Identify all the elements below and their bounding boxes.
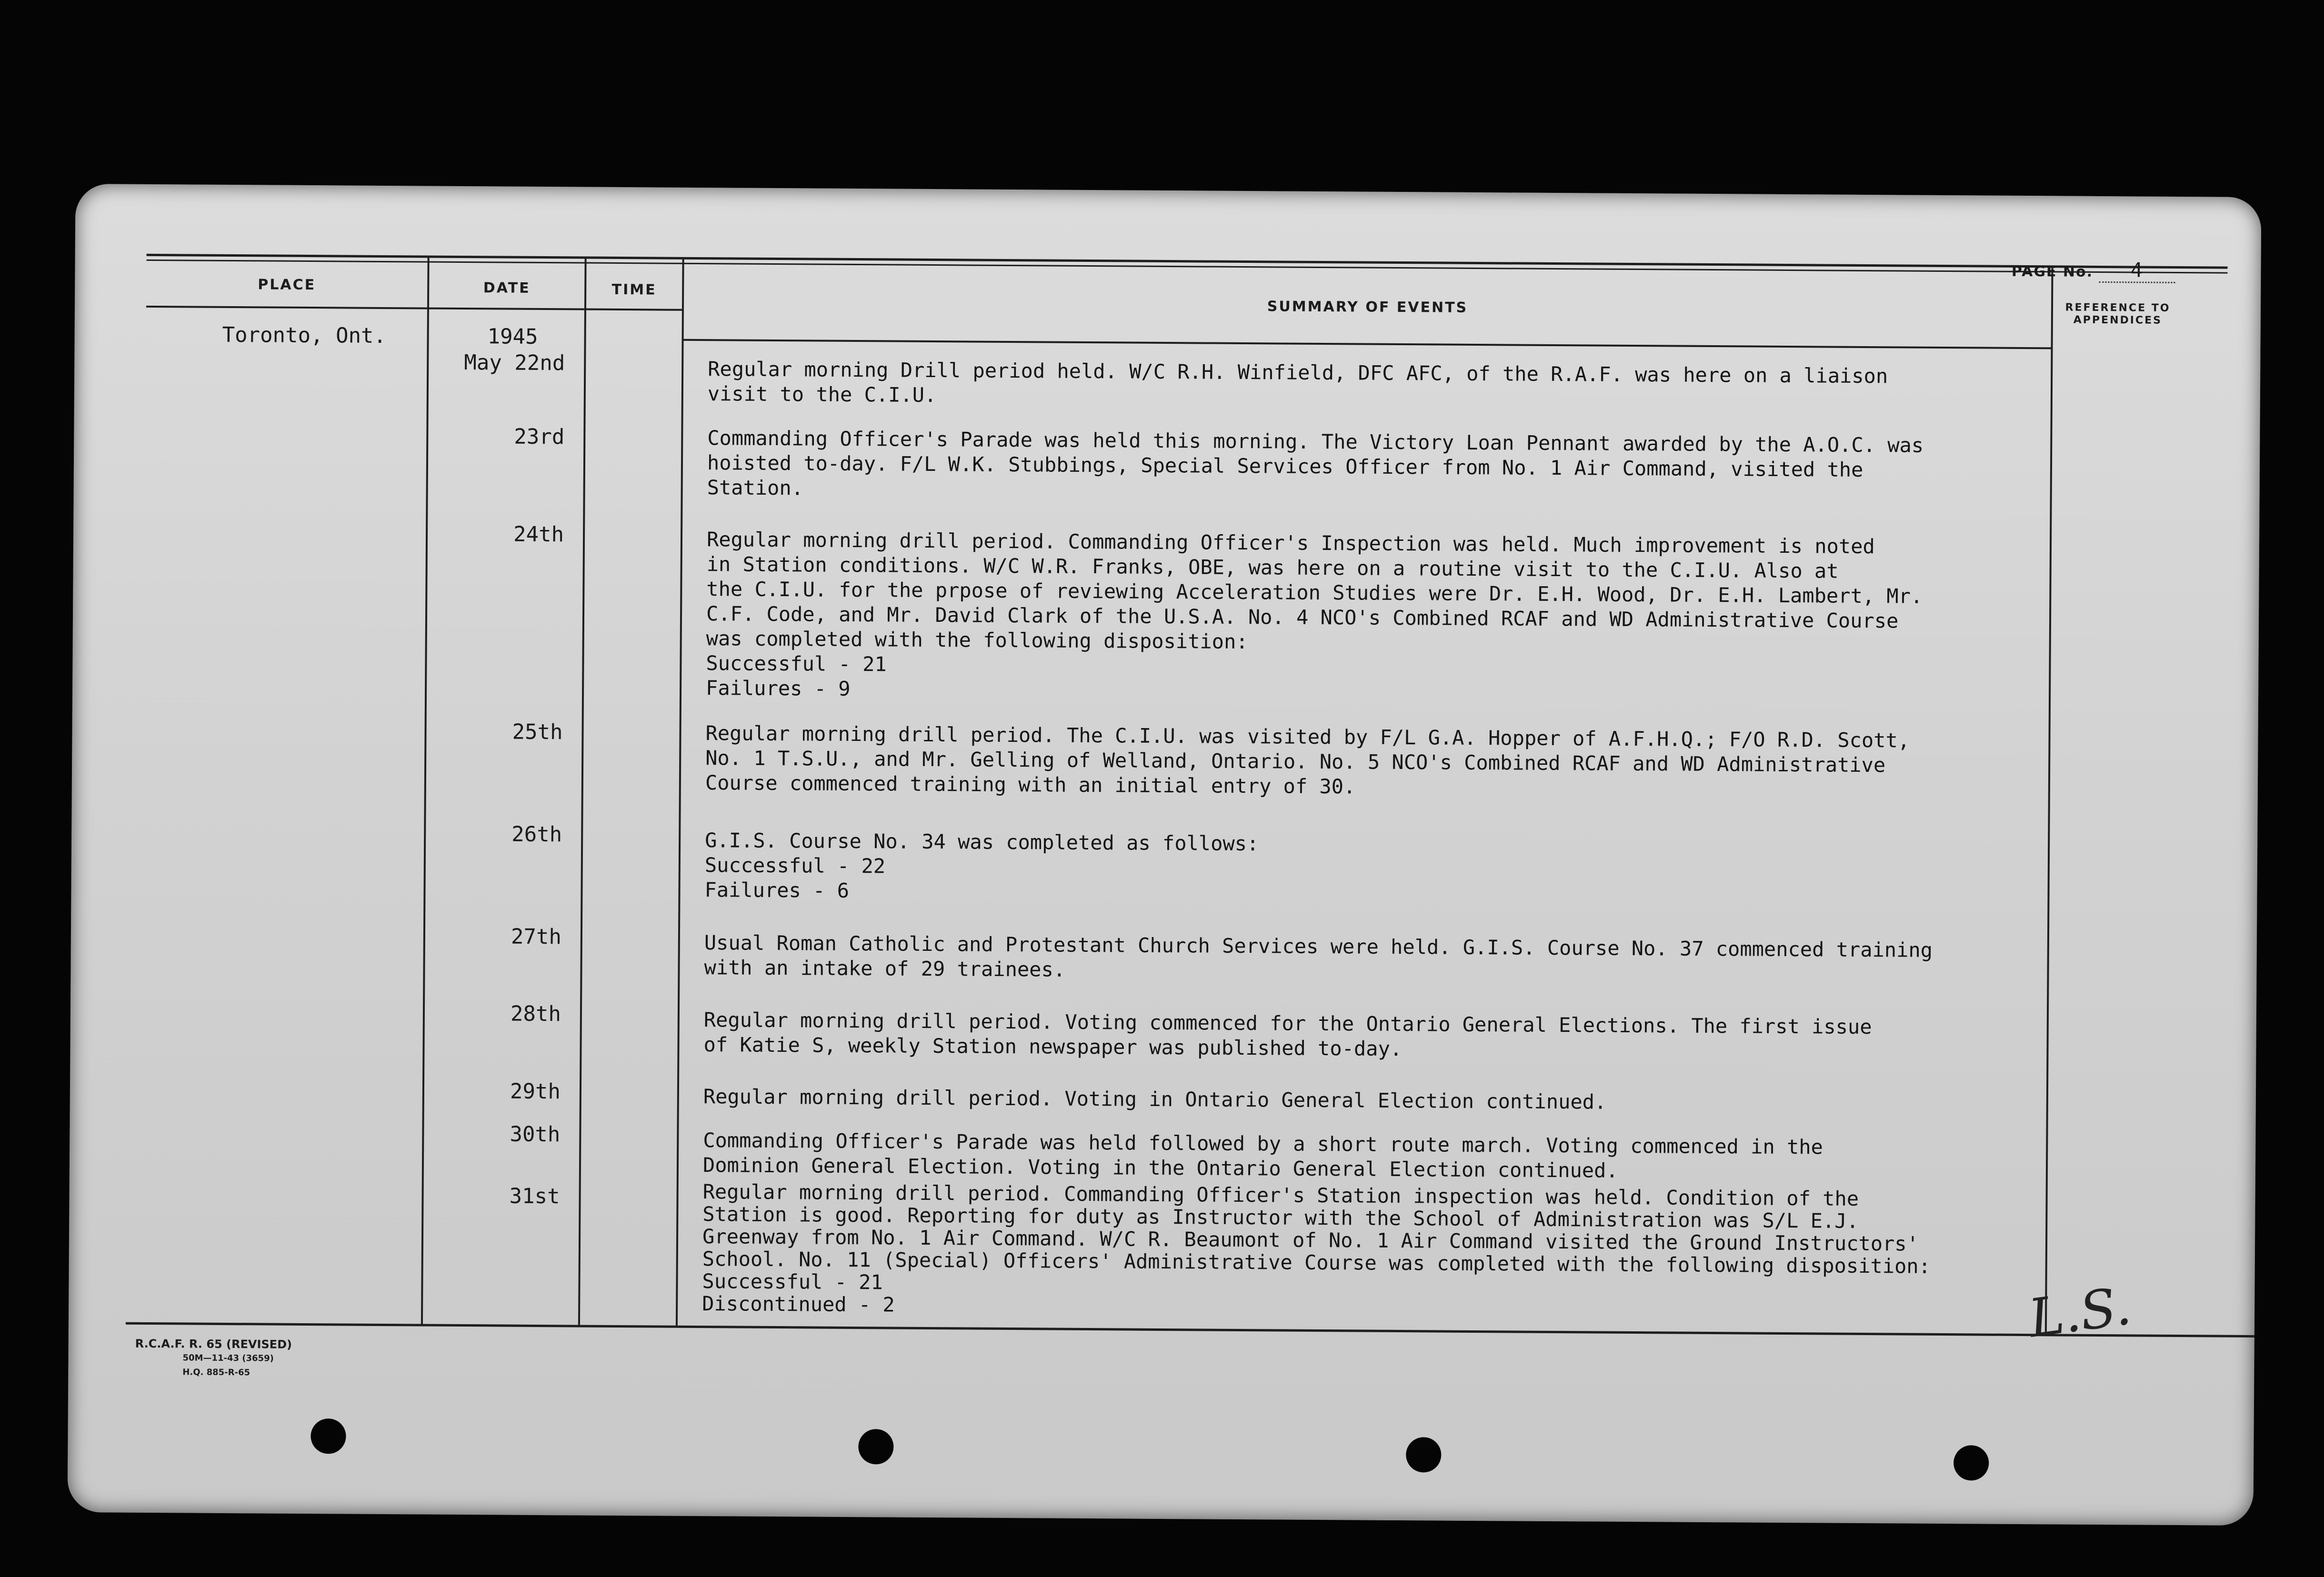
entry-date: 25th: [512, 719, 563, 745]
diary-form-card: [68, 184, 2262, 1526]
entry-date: 27th: [511, 924, 562, 949]
entry-summary: Usual Roman Catholic and Protestant Church Services were held. G.I.S. Course No. 37 commenced training with an intake of 29 trainees.: [704, 931, 1933, 981]
entry-date: 29th: [510, 1079, 561, 1104]
year-value: 1945: [487, 324, 538, 349]
header-date: DATE: [483, 279, 531, 297]
page-number-value: 4: [2099, 258, 2175, 283]
diary-entry: [70, 1119, 2256, 1182]
entry-date: 23rd: [514, 424, 565, 449]
entry-summary: Regular morning drill period. Commanding Officer's Inspection was held. Much improvement is noted in Station conditions. W/C W.R. Franks, OBE, was here on a routine visit to the C.I.U. Also at the C.I.U. for the prpose of reviewing Acceleration Studies were Dr. E.H. Wood, Dr. E.H. Lambert, Mr. C.F. Code, and Mr. David Clark of the U.S.A. No. 4 NCO's Combined RCAF and WD Administrative Course was completed with the following disposition: Successful - 21 Failures - 9: [705, 528, 1923, 700]
entry-date: 31st: [509, 1184, 560, 1209]
form-line-1: R.C.A.F. R. 65 (REVISED): [135, 1337, 292, 1351]
bottom-rule: [126, 1322, 2262, 1338]
entry-summary: Regular morning drill period. Voting commenced for the Ontario General Elections. The first issue of Katie S, weekly Station newspaper was published to-day.: [703, 1008, 1872, 1061]
entry-summary: Regular morning drill period. Commanding Officer's Station inspection was held. Condition of the Station is good. Reporting for duty as Instructor with the School of Administration was S/L E.J. Greenway from No. 1 Air Command. W/C R. Beaumont of No. 1 Air Command visited the Ground Instructors' School. No. 11 (Special) Officers' Administrative Course was completed with the following disposition: Successful - 21 Discontinued - 2: [702, 1180, 1931, 1317]
reference-initials: L.S.: [2025, 1275, 2134, 1349]
header-summary: SUMMARY OF EVENTS: [1267, 298, 1468, 316]
page-number: [2012, 258, 2175, 283]
diary-entry: [71, 819, 2257, 902]
entry-summary: Commanding Officer's Parade was held this morning. The Victory Loan Pennant awarded by the A.O.C. was hoisted to-day. F/L W.K. Stubbings, Special Services Officer from No. 1 Air Command, visited the Station.: [707, 426, 1924, 500]
place-value: Toronto, Ont.: [222, 322, 387, 348]
entry-summary: Regular morning drill period. Voting in Ontario General Election continued.: [703, 1085, 1607, 1114]
binder-hole: [1953, 1445, 1989, 1480]
entry-date: May 22nd: [464, 350, 565, 376]
binder-hole: [858, 1429, 893, 1464]
diary-entry: [74, 422, 2260, 500]
binder-hole: [311, 1418, 346, 1454]
entry-summary: Commanding Officer's Parade was held followed by a short route march. Voting commenced in the Dominion General Election. Voting in the Ontario General Election continued.: [702, 1128, 1823, 1182]
entry-date: 30th: [510, 1122, 561, 1147]
header-reference: REFERENCE TO APPENDICES: [2065, 301, 2171, 327]
header-time: TIME: [611, 281, 657, 299]
header-place: PLACE: [258, 276, 316, 294]
header-bottom-rule-left: [146, 306, 682, 311]
col-divider-date-time: [578, 259, 587, 1325]
diary-entry: [71, 922, 2257, 981]
binder-hole: [1406, 1437, 1441, 1472]
diary-entry: [72, 717, 2258, 798]
diary-entry: [70, 999, 2256, 1061]
entry-date: 26th: [511, 822, 562, 847]
diary-entry: [70, 1077, 2256, 1114]
entry-summary: Regular morning Drill period held. W/C R.H. Winfield, DFC AFC, of the R.A.F. was here on a liaison visit to the C.I.U.: [707, 357, 1888, 407]
form-line-2: 50M—11-43 (3659): [182, 1353, 274, 1364]
diary-entry: [74, 348, 2260, 407]
form-line-3: H.Q. 885-R-65: [182, 1367, 250, 1378]
col-divider-place-date: [421, 258, 430, 1324]
entry-summary: G.I.S. Course No. 34 was completed as follows: Successful - 22 Failures - 6: [704, 828, 1259, 902]
header-bottom-rule-right: [682, 339, 2051, 349]
entry-summary: Regular morning drill period. The C.I.U. was visited by F/L G.A. Hopper of A.F.H.Q.; F/O R.D. Scott, No. 1 T.S.U., and Mr. Gelling of Welland, Ontario. No. 5 NCO's Combined RCAF and WD Administrative Course commenced training with an initial entry of 30.: [705, 721, 1910, 798]
form-identifier: [135, 1337, 292, 1380]
diary-entry: [73, 519, 2259, 700]
entry-date: 24th: [513, 522, 564, 547]
entry-date: 28th: [510, 1001, 561, 1027]
col-divider-time-summary: [676, 259, 684, 1326]
page-number-label: PAGE No.: [2011, 263, 2094, 280]
